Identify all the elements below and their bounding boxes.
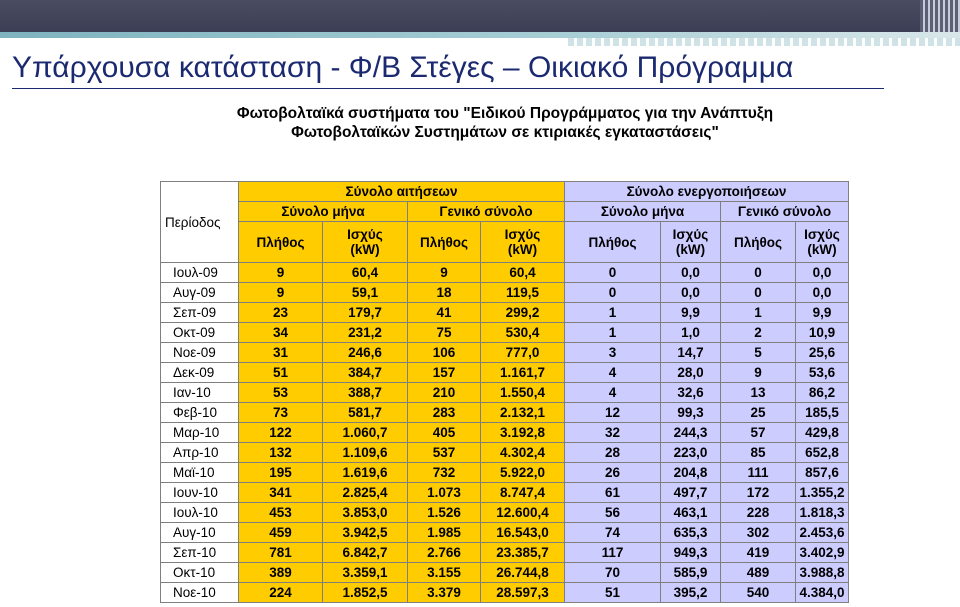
table-row bbox=[161, 383, 849, 403]
table-body bbox=[161, 263, 849, 603]
applications-total-count: 3.379 bbox=[408, 583, 481, 603]
applications-month-count: 51 bbox=[239, 363, 323, 383]
activations-month-count: 0 bbox=[565, 283, 661, 303]
power-column-header: Ισχύς (kW) bbox=[481, 222, 565, 263]
table-caption-line-1: Φωτοβολταϊκά συστήματα του "Ειδικού Προγράμματος για την Ανάπτυξη bbox=[236, 105, 774, 122]
activations-total-count: 9 bbox=[721, 363, 796, 383]
applications-month-power: 2.825,4 bbox=[323, 483, 408, 503]
activations-month-count: 4 bbox=[565, 363, 661, 383]
activations-month-header: Σύνολο μήνα bbox=[565, 202, 721, 222]
applications-month-count: 453 bbox=[239, 503, 323, 523]
period-cell: Οκτ-09 bbox=[161, 323, 239, 343]
period-cell: Ιουλ-10 bbox=[161, 503, 239, 523]
period-cell: Φεβ-10 bbox=[161, 403, 239, 423]
period-cell: Αυγ-09 bbox=[161, 283, 239, 303]
activations-total-power: 1.818,3 bbox=[796, 503, 849, 523]
period-cell: Ιουλ-09 bbox=[161, 263, 239, 283]
table-row bbox=[161, 543, 849, 563]
slide-title: Υπάρχουσα κατάσταση - Φ/Β Στέγες – Οικιακό Πρόγραμμα bbox=[12, 51, 794, 84]
applications-month-count: 389 bbox=[239, 563, 323, 583]
applications-month-power: 6.842,7 bbox=[323, 543, 408, 563]
activations-total-count: 540 bbox=[721, 583, 796, 603]
applications-total-count: 732 bbox=[408, 463, 481, 483]
applications-month-power: 3.359,1 bbox=[323, 563, 408, 583]
activations-total-count: 5 bbox=[721, 343, 796, 363]
applications-month-power: 1.852,5 bbox=[323, 583, 408, 603]
activations-month-count: 70 bbox=[565, 563, 661, 583]
table-row bbox=[161, 463, 849, 483]
applications-total-power: 5.922,0 bbox=[481, 463, 565, 483]
activations-month-count: 26 bbox=[565, 463, 661, 483]
table-caption bbox=[150, 104, 860, 142]
count-column-header: Πλήθος bbox=[721, 222, 796, 263]
activations-month-power: 223,0 bbox=[661, 443, 721, 463]
power-column-header: Ισχύς (kW) bbox=[796, 222, 849, 263]
activations-total-power: 0,0 bbox=[796, 263, 849, 283]
applications-month-power: 246,6 bbox=[323, 343, 408, 363]
period-cell: Αυγ-10 bbox=[161, 523, 239, 543]
period-cell: Ιαν-10 bbox=[161, 383, 239, 403]
activations-month-power: 1,0 bbox=[661, 323, 721, 343]
activations-month-power: 585,9 bbox=[661, 563, 721, 583]
activations-month-power: 204,8 bbox=[661, 463, 721, 483]
activations-month-power: 949,3 bbox=[661, 543, 721, 563]
applications-total-power: 1.550,4 bbox=[481, 383, 565, 403]
applications-total-count: 210 bbox=[408, 383, 481, 403]
applications-group-header: Σύνολο αιτήσεων bbox=[239, 182, 565, 202]
applications-month-power: 384,7 bbox=[323, 363, 408, 383]
applications-month-count: 23 bbox=[239, 303, 323, 323]
table-row bbox=[161, 363, 849, 383]
activations-month-count: 32 bbox=[565, 423, 661, 443]
table-row bbox=[161, 483, 849, 503]
applications-month-count: 781 bbox=[239, 543, 323, 563]
applications-month-count: 31 bbox=[239, 343, 323, 363]
activations-total-power: 4.384,0 bbox=[796, 583, 849, 603]
pv-statistics-table bbox=[160, 181, 849, 603]
activations-month-power: 28,0 bbox=[661, 363, 721, 383]
applications-month-power: 3.853,0 bbox=[323, 503, 408, 523]
activations-total-count: 0 bbox=[721, 283, 796, 303]
applications-total-count: 405 bbox=[408, 423, 481, 443]
table-row bbox=[161, 583, 849, 603]
applications-total-count: 283 bbox=[408, 403, 481, 423]
applications-month-power: 3.942,5 bbox=[323, 523, 408, 543]
activations-month-count: 74 bbox=[565, 523, 661, 543]
applications-month-count: 195 bbox=[239, 463, 323, 483]
activations-total-count: 85 bbox=[721, 443, 796, 463]
period-cell: Απρ-10 bbox=[161, 443, 239, 463]
title-underline bbox=[12, 88, 884, 89]
applications-total-power: 8.747,4 bbox=[481, 483, 565, 503]
applications-month-count: 224 bbox=[239, 583, 323, 603]
activations-total-count: 111 bbox=[721, 463, 796, 483]
applications-total-count: 41 bbox=[408, 303, 481, 323]
applications-total-count: 3.155 bbox=[408, 563, 481, 583]
applications-month-power: 60,4 bbox=[323, 263, 408, 283]
applications-total-power: 26.744,8 bbox=[481, 563, 565, 583]
applications-total-count: 106 bbox=[408, 343, 481, 363]
activations-total-power: 1.355,2 bbox=[796, 483, 849, 503]
applications-total-count: 18 bbox=[408, 283, 481, 303]
activations-month-power: 395,2 bbox=[661, 583, 721, 603]
applications-month-count: 122 bbox=[239, 423, 323, 443]
applications-month-count: 459 bbox=[239, 523, 323, 543]
activations-month-power: 244,3 bbox=[661, 423, 721, 443]
applications-total-count: 157 bbox=[408, 363, 481, 383]
activations-month-count: 56 bbox=[565, 503, 661, 523]
activations-month-count: 61 bbox=[565, 483, 661, 503]
accent-stripe bbox=[568, 38, 960, 46]
applications-total-header: Γενικό σύνολο bbox=[408, 202, 565, 222]
activations-total-power: 86,2 bbox=[796, 383, 849, 403]
applications-total-power: 777,0 bbox=[481, 343, 565, 363]
applications-total-power: 530,4 bbox=[481, 323, 565, 343]
activations-month-power: 32,6 bbox=[661, 383, 721, 403]
applications-total-power: 60,4 bbox=[481, 263, 565, 283]
activations-total-power: 429,8 bbox=[796, 423, 849, 443]
applications-total-count: 537 bbox=[408, 443, 481, 463]
activations-month-power: 0,0 bbox=[661, 263, 721, 283]
power-column-header: Ισχύς (kW) bbox=[323, 222, 408, 263]
activations-month-count: 28 bbox=[565, 443, 661, 463]
applications-month-power: 1.109,6 bbox=[323, 443, 408, 463]
table-caption-line-2: Φωτοβολταϊκών Συστημάτων σε κτιριακές εγκαταστάσεις" bbox=[291, 124, 719, 141]
applications-month-count: 132 bbox=[239, 443, 323, 463]
activations-total-count: 302 bbox=[721, 523, 796, 543]
activations-total-count: 57 bbox=[721, 423, 796, 443]
activations-month-count: 1 bbox=[565, 303, 661, 323]
activations-month-power: 497,7 bbox=[661, 483, 721, 503]
header-band bbox=[0, 0, 960, 32]
activations-total-count: 419 bbox=[721, 543, 796, 563]
activations-total-power: 0,0 bbox=[796, 283, 849, 303]
activations-total-power: 857,6 bbox=[796, 463, 849, 483]
applications-month-count: 9 bbox=[239, 283, 323, 303]
applications-month-power: 1.060,7 bbox=[323, 423, 408, 443]
activations-total-power: 2.453,6 bbox=[796, 523, 849, 543]
activations-month-count: 51 bbox=[565, 583, 661, 603]
activations-total-count: 25 bbox=[721, 403, 796, 423]
period-cell: Δεκ-09 bbox=[161, 363, 239, 383]
period-cell: Μαρ-10 bbox=[161, 423, 239, 443]
activations-total-count: 172 bbox=[721, 483, 796, 503]
period-cell: Οκτ-10 bbox=[161, 563, 239, 583]
activations-total-power: 3.402,9 bbox=[796, 543, 849, 563]
activations-total-power: 25,6 bbox=[796, 343, 849, 363]
activations-total-power: 185,5 bbox=[796, 403, 849, 423]
table-row bbox=[161, 523, 849, 543]
applications-month-count: 73 bbox=[239, 403, 323, 423]
applications-total-power: 299,2 bbox=[481, 303, 565, 323]
period-column-header: Περίοδος bbox=[161, 182, 239, 263]
applications-total-power: 16.543,0 bbox=[481, 523, 565, 543]
table-row bbox=[161, 443, 849, 463]
activations-month-count: 0 bbox=[565, 263, 661, 283]
applications-total-power: 1.161,7 bbox=[481, 363, 565, 383]
applications-month-count: 34 bbox=[239, 323, 323, 343]
activations-total-count: 489 bbox=[721, 563, 796, 583]
activations-total-count: 13 bbox=[721, 383, 796, 403]
activations-total-power: 652,8 bbox=[796, 443, 849, 463]
activations-month-power: 9,9 bbox=[661, 303, 721, 323]
applications-month-count: 53 bbox=[239, 383, 323, 403]
table-row bbox=[161, 563, 849, 583]
count-column-header: Πλήθος bbox=[239, 222, 323, 263]
activations-total-power: 10,9 bbox=[796, 323, 849, 343]
applications-total-count: 1.073 bbox=[408, 483, 481, 503]
applications-total-count: 75 bbox=[408, 323, 481, 343]
count-column-header: Πλήθος bbox=[408, 222, 481, 263]
applications-total-count: 9 bbox=[408, 263, 481, 283]
activations-month-power: 635,3 bbox=[661, 523, 721, 543]
activations-total-power: 9,9 bbox=[796, 303, 849, 323]
applications-total-power: 23.385,7 bbox=[481, 543, 565, 563]
activations-month-count: 4 bbox=[565, 383, 661, 403]
activations-total-count: 0 bbox=[721, 263, 796, 283]
table-row bbox=[161, 263, 849, 283]
activations-month-count: 1 bbox=[565, 323, 661, 343]
period-cell: Μαϊ-10 bbox=[161, 463, 239, 483]
activations-month-power: 0,0 bbox=[661, 283, 721, 303]
count-column-header: Πλήθος bbox=[565, 222, 661, 263]
period-cell: Ιουν-10 bbox=[161, 483, 239, 503]
applications-total-power: 2.132,1 bbox=[481, 403, 565, 423]
applications-month-power: 388,7 bbox=[323, 383, 408, 403]
table-row bbox=[161, 343, 849, 363]
table-row bbox=[161, 283, 849, 303]
power-column-header: Ισχύς (kW) bbox=[661, 222, 721, 263]
activations-group-header: Σύνολο ενεργοποιήσεων bbox=[565, 182, 849, 202]
period-cell: Νοε-10 bbox=[161, 583, 239, 603]
applications-month-power: 179,7 bbox=[323, 303, 408, 323]
activations-total-power: 3.988,8 bbox=[796, 563, 849, 583]
applications-month-count: 341 bbox=[239, 483, 323, 503]
applications-total-count: 2.766 bbox=[408, 543, 481, 563]
activations-month-count: 12 bbox=[565, 403, 661, 423]
period-cell: Νοε-09 bbox=[161, 343, 239, 363]
applications-total-power: 3.192,8 bbox=[481, 423, 565, 443]
table-row bbox=[161, 323, 849, 343]
activations-total-count: 228 bbox=[721, 503, 796, 523]
activations-month-count: 117 bbox=[565, 543, 661, 563]
activations-total-header: Γενικό σύνολο bbox=[721, 202, 849, 222]
applications-month-count: 9 bbox=[239, 263, 323, 283]
table-row bbox=[161, 503, 849, 523]
table-row bbox=[161, 403, 849, 423]
activations-month-power: 463,1 bbox=[661, 503, 721, 523]
applications-month-power: 581,7 bbox=[323, 403, 408, 423]
activations-total-count: 1 bbox=[721, 303, 796, 323]
activations-month-count: 3 bbox=[565, 343, 661, 363]
applications-total-power: 4.302,4 bbox=[481, 443, 565, 463]
applications-month-power: 1.619,6 bbox=[323, 463, 408, 483]
applications-total-count: 1.985 bbox=[408, 523, 481, 543]
activations-total-count: 2 bbox=[721, 323, 796, 343]
applications-total-power: 119,5 bbox=[481, 283, 565, 303]
applications-total-count: 1.526 bbox=[408, 503, 481, 523]
applications-total-power: 28.597,3 bbox=[481, 583, 565, 603]
period-cell: Σεπ-10 bbox=[161, 543, 239, 563]
applications-month-header: Σύνολο μήνα bbox=[239, 202, 408, 222]
applications-month-power: 59,1 bbox=[323, 283, 408, 303]
period-cell: Σεπ-09 bbox=[161, 303, 239, 323]
table-row bbox=[161, 423, 849, 443]
activations-month-power: 14,7 bbox=[661, 343, 721, 363]
activations-total-power: 53,6 bbox=[796, 363, 849, 383]
applications-total-power: 12.600,4 bbox=[481, 503, 565, 523]
applications-month-power: 231,2 bbox=[323, 323, 408, 343]
activations-month-power: 99,3 bbox=[661, 403, 721, 423]
table-row bbox=[161, 303, 849, 323]
